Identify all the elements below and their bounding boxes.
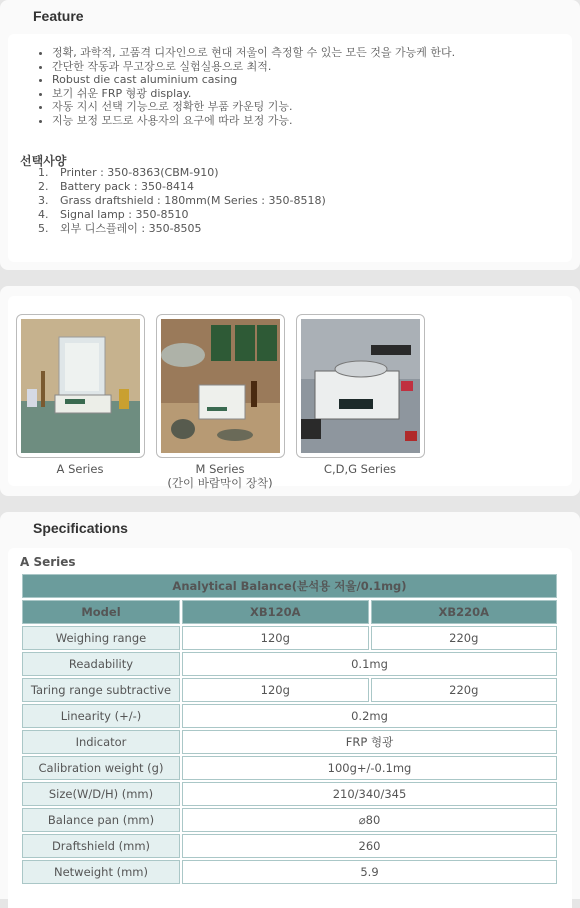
caption-line: (간이 바람막이 장착) [167, 476, 273, 490]
feature-item: • 자동 지시 선택 기능으로 정확한 부품 카운팅 기능. [52, 100, 455, 114]
row-label: Balance pan (mm) [22, 808, 180, 832]
m-series-caption [150, 462, 290, 490]
feature-title: Feature [33, 8, 84, 24]
row-label: Weighing range [22, 626, 180, 650]
caption-line: M Series [195, 462, 245, 476]
option-text: Signal lamp : 350-8510 [60, 208, 189, 221]
option-item [38, 194, 326, 208]
row-label: Draftshield (mm) [22, 834, 180, 858]
row-label: Indicator [22, 730, 180, 754]
specifications-title: Specifications [33, 520, 128, 536]
model-name: XB220A [371, 600, 558, 624]
row-value: 220g [371, 678, 558, 702]
caption-line: A Series [56, 462, 104, 476]
row-value: FRP 형광 [182, 730, 557, 754]
table-title-row [22, 574, 557, 598]
table-row [22, 652, 557, 676]
feature-item: • Robust die cast aluminium casing [52, 73, 455, 87]
row-label: Readability [22, 652, 180, 676]
cdg-series-photo[interactable] [296, 314, 425, 458]
cdg-series-caption [290, 462, 430, 476]
option-item [38, 208, 326, 222]
row-value: 120g [182, 678, 369, 702]
table-row [22, 782, 557, 806]
row-label: Taring range subtractive [22, 678, 180, 702]
feature-item: • 간단한 작동과 무고장으로 실험실용으로 최적. [52, 60, 455, 74]
option-number: 3. [38, 194, 49, 207]
table-title: Analytical Balance(분석용 저울/0.1mg) [22, 574, 557, 598]
row-value: 120g [182, 626, 369, 650]
table-row [22, 730, 557, 754]
option-item [38, 180, 326, 194]
row-value: 5.9 [182, 860, 557, 884]
m-series-photo[interactable] [156, 314, 285, 458]
model-header: Model [22, 600, 180, 624]
row-label: Netweight (mm) [22, 860, 180, 884]
row-value: 210/340/345 [182, 782, 557, 806]
feature-list [38, 46, 455, 127]
table-row [22, 626, 557, 650]
option-item [38, 166, 326, 180]
table-row [22, 678, 557, 702]
table-row [22, 834, 557, 858]
feature-item: • 정확, 과학적, 고품격 디자인으로 현대 저울이 측정할 수 있는 모든 것을 가능케 한다. [52, 46, 455, 60]
row-label: Calibration weight (g) [22, 756, 180, 780]
spec-table [20, 572, 559, 886]
series-gallery [0, 286, 580, 496]
row-label: Linearity (+/-) [22, 704, 180, 728]
row-value: ⌀80 [182, 808, 557, 832]
specifications-content [8, 548, 572, 908]
feature-item: • 지능 보정 모드로 사용자의 요구에 따라 보정 가능. [52, 114, 455, 128]
option-item [38, 222, 326, 236]
a-series-caption [10, 462, 150, 476]
caption-line: C,D,G Series [323, 462, 397, 476]
table-row [22, 808, 557, 832]
row-value: 260 [182, 834, 557, 858]
option-text: Grass draftshield : 180mm(M Series : 350-8518) [60, 194, 326, 207]
row-value: 0.2mg [182, 704, 557, 728]
option-text: Battery pack : 350-8414 [60, 180, 195, 193]
option-number: 4. [38, 208, 49, 221]
table-row [22, 860, 557, 884]
options-list [38, 166, 326, 236]
feature-section [0, 0, 580, 270]
option-text: 외부 디스플레이 : 350-8505 [60, 222, 202, 235]
option-number: 5. [38, 222, 49, 235]
table-row [22, 704, 557, 728]
specifications-section [0, 512, 580, 899]
row-value: 0.1mg [182, 652, 557, 676]
feature-item: • 보기 쉬운 FRP 형광 display. [52, 87, 455, 101]
series-subtitle: A Series [20, 555, 76, 569]
option-number: 2. [38, 180, 49, 193]
table-header-row [22, 600, 557, 624]
feature-content [8, 34, 572, 262]
series-content [8, 296, 572, 490]
table-row [22, 756, 557, 780]
option-number: 1. [38, 166, 49, 179]
a-series-photo[interactable] [16, 314, 145, 458]
row-value: 220g [371, 626, 558, 650]
option-text: Printer : 350-8363(CBM-910) [60, 166, 219, 179]
model-name: XB120A [182, 600, 369, 624]
row-value: 100g+/-0.1mg [182, 756, 557, 780]
row-label: Size(W/D/H) (mm) [22, 782, 180, 806]
options-title: 선택사양 [20, 154, 67, 168]
